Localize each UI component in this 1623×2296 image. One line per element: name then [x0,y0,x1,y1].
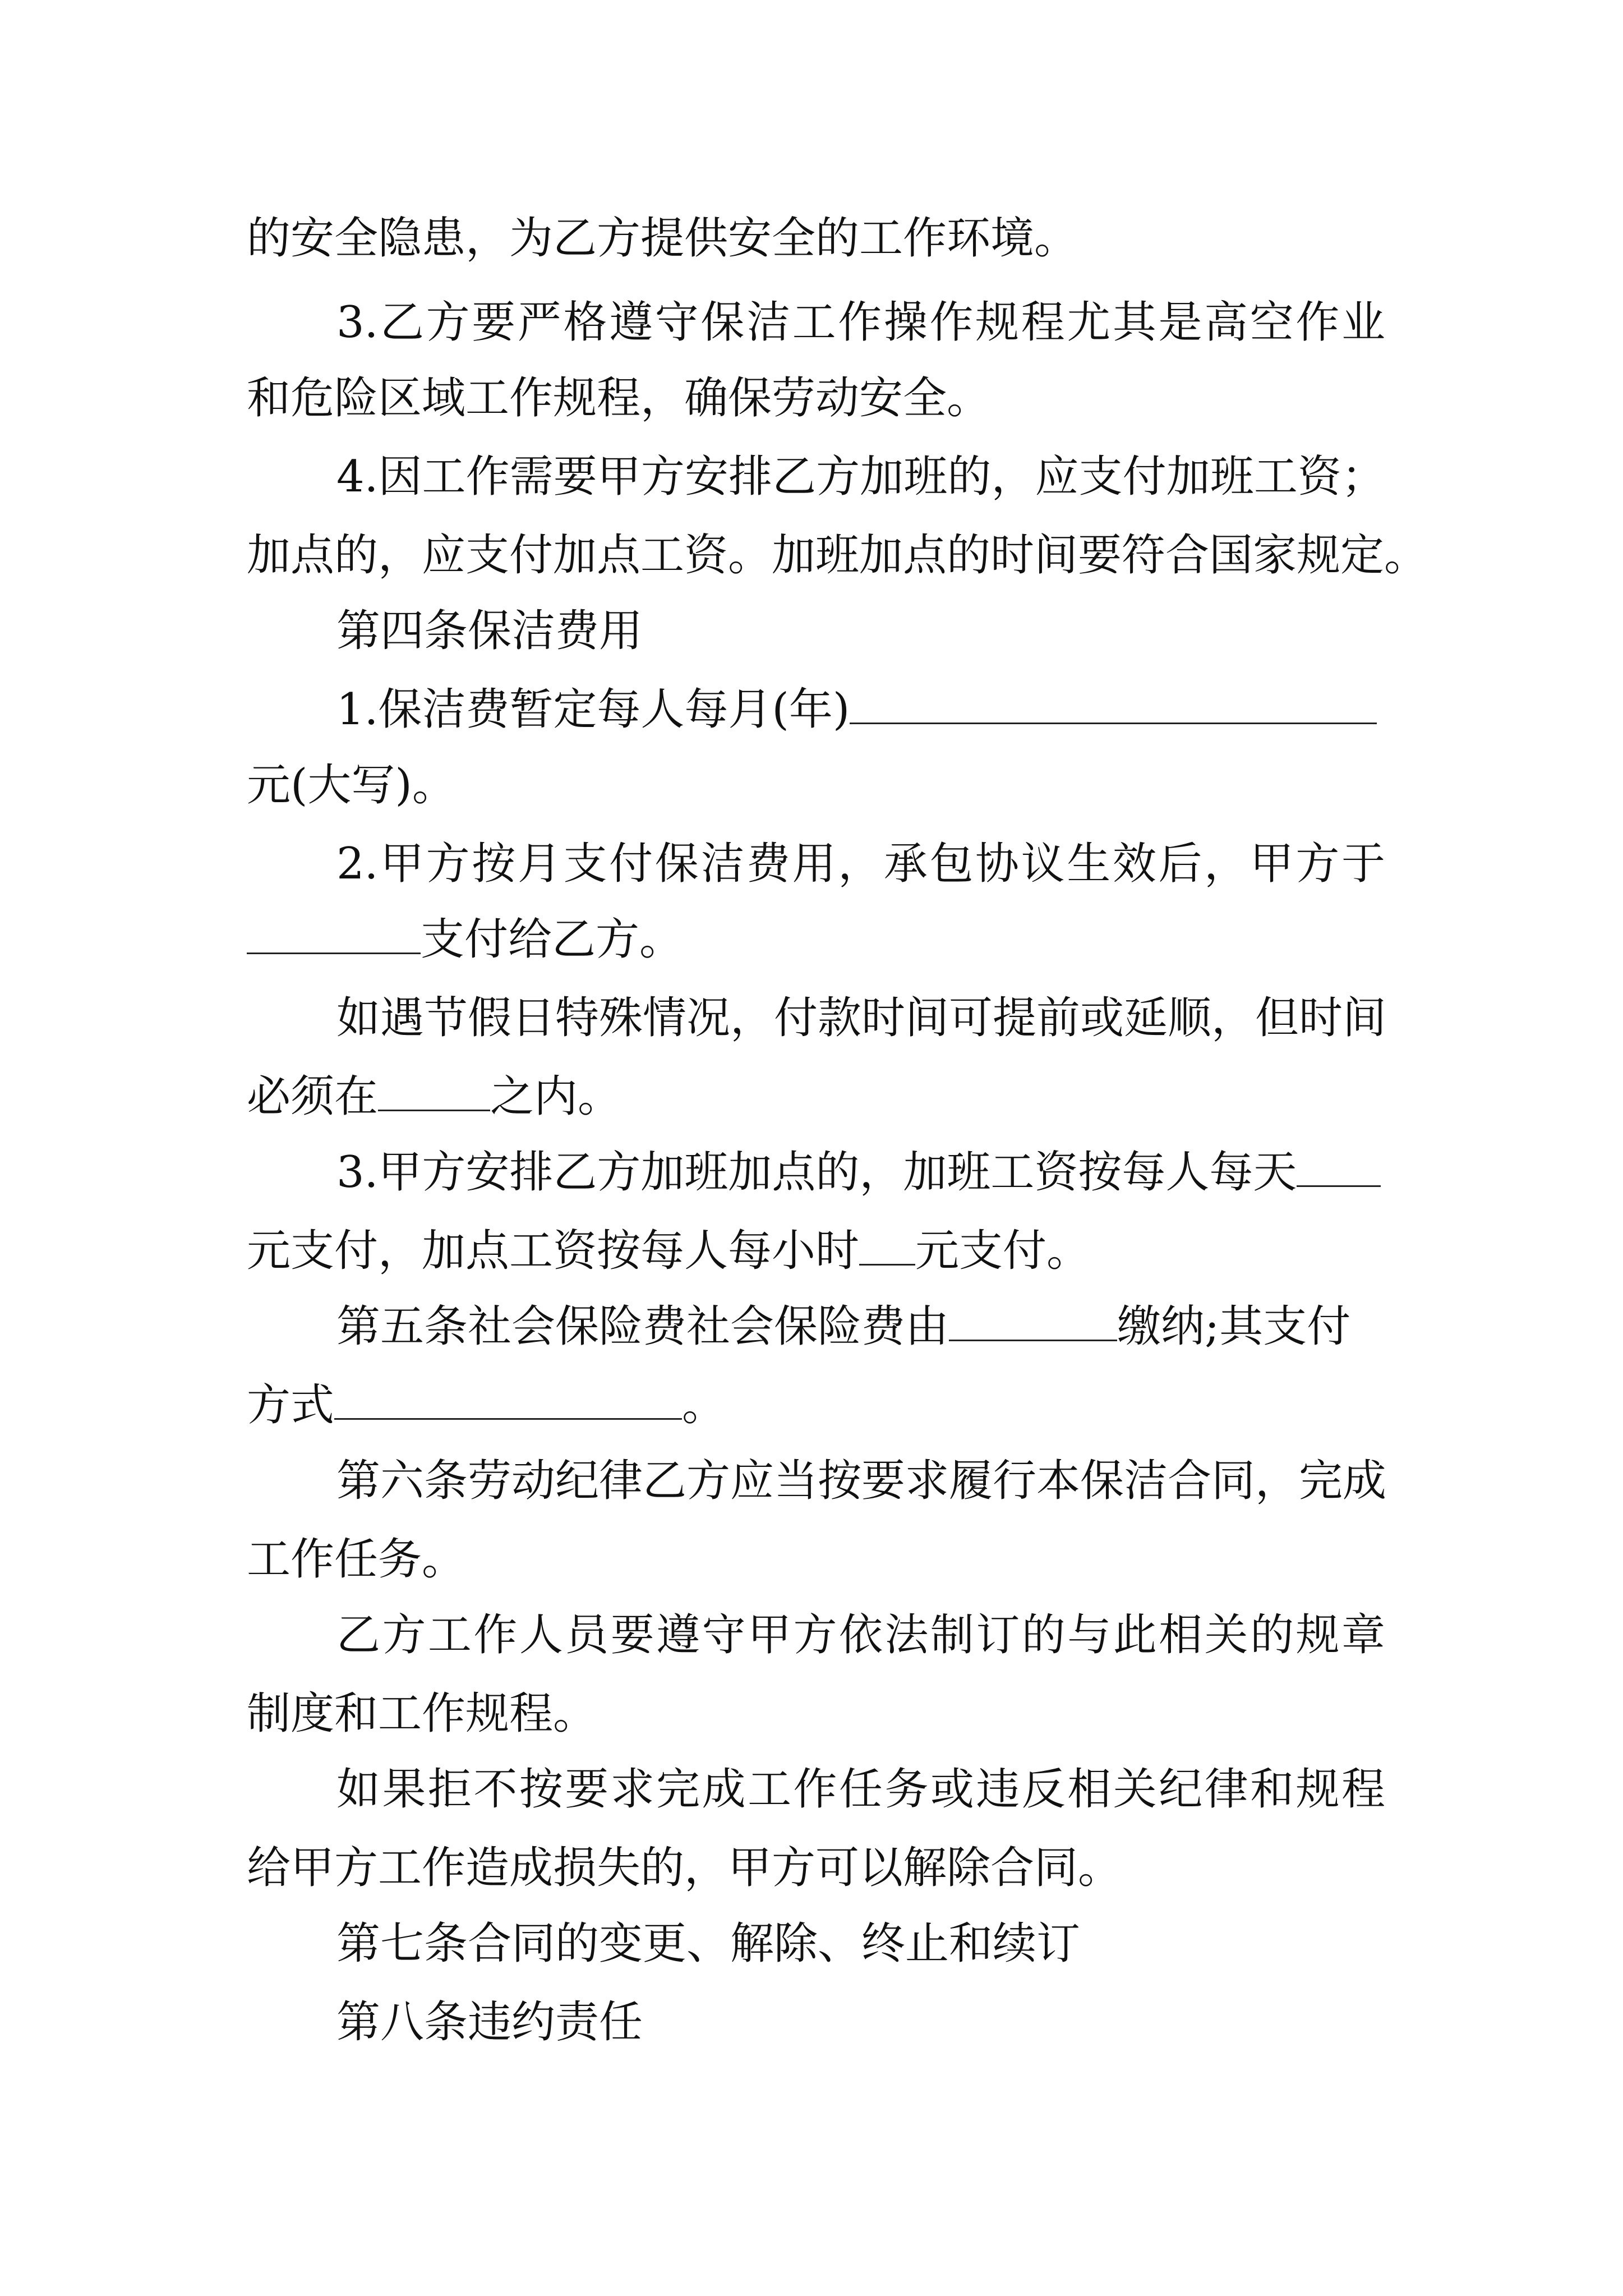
text-span: 方式 [247,1380,335,1430]
text-line [247,906,1385,973]
fill-blank [1297,1146,1381,1187]
text-line [336,1293,1385,1360]
section-heading: 第八条违约责任 [336,1997,643,2047]
section-heading: 第七条合同的变更、解除、终止和续订 [336,1918,1081,1969]
text-line [247,1063,1385,1130]
text-line [247,1372,1385,1439]
text-span: 1.保洁费暂定每人每月(年) [336,684,850,735]
text-span: 元支付，加点工资按每人每小时 [247,1226,860,1276]
text-line [336,676,1385,743]
text-span: 第五条社会保险费社会保险费由 [336,1301,949,1352]
text-line: 第六条劳动纪律乙方应当按要求履行本保洁合同，完成 [336,1456,1387,1506]
fill-blank [334,1379,682,1420]
text-line: 和危险区域工作规程，确保劳动安全。 [247,373,991,424]
text-line: 2.甲方按月支付保洁费用，承包协议生效后，甲方于 [336,839,1385,889]
text-span: 之内。 [490,1071,622,1122]
text-line: 如遇节假日特殊情况，付款时间可提前或延顺，但时间 [336,993,1387,1043]
fill-blank [949,1300,1117,1341]
text-span: 。 [682,1380,726,1430]
text-line: 的安全隐患，为乙方提供安全的工作环境。 [247,213,1078,264]
fill-blank [247,913,421,954]
fill-blank [859,1225,915,1266]
text-span: 必须在 [247,1071,379,1122]
text-line: 工作任务。 [247,1534,466,1585]
text-span: 3.甲方安排乙方加班加点的，加班工资按每人每天 [336,1147,1297,1198]
text-line: 乙方工作人员要遵守甲方依法制订的与此相关的规章 [336,1610,1385,1660]
fill-blank [378,1070,490,1111]
text-line [247,1217,1385,1285]
text-line: 3.乙方要严格遵守保洁工作操作规程尤其是高空作业 [336,297,1385,348]
text-line: 4.因工作需要甲方安排乙方加班的，应支付加班工资； [336,452,1385,502]
text-line: 如果拒不按要求完成工作任务或违反相关纪律和规程 [336,1764,1385,1815]
fill-blank [850,683,1377,724]
text-span: 缴纳;其支付 [1117,1301,1351,1352]
text-span: 支付给乙方。 [421,914,684,965]
text-line [336,1139,1385,1206]
text-span: 元支付。 [915,1226,1091,1276]
text-line: 元(大写)。 [247,760,456,811]
text-line: 给甲方工作造成损失的，甲方可以解除合同。 [247,1843,1122,1893]
section-heading: 第四条保洁费用 [336,606,643,656]
text-line: 加点的，应支付加点工资。加班加点的时间要符合国家规定。 [247,530,1428,581]
text-line: 制度和工作规程。 [247,1688,597,1739]
